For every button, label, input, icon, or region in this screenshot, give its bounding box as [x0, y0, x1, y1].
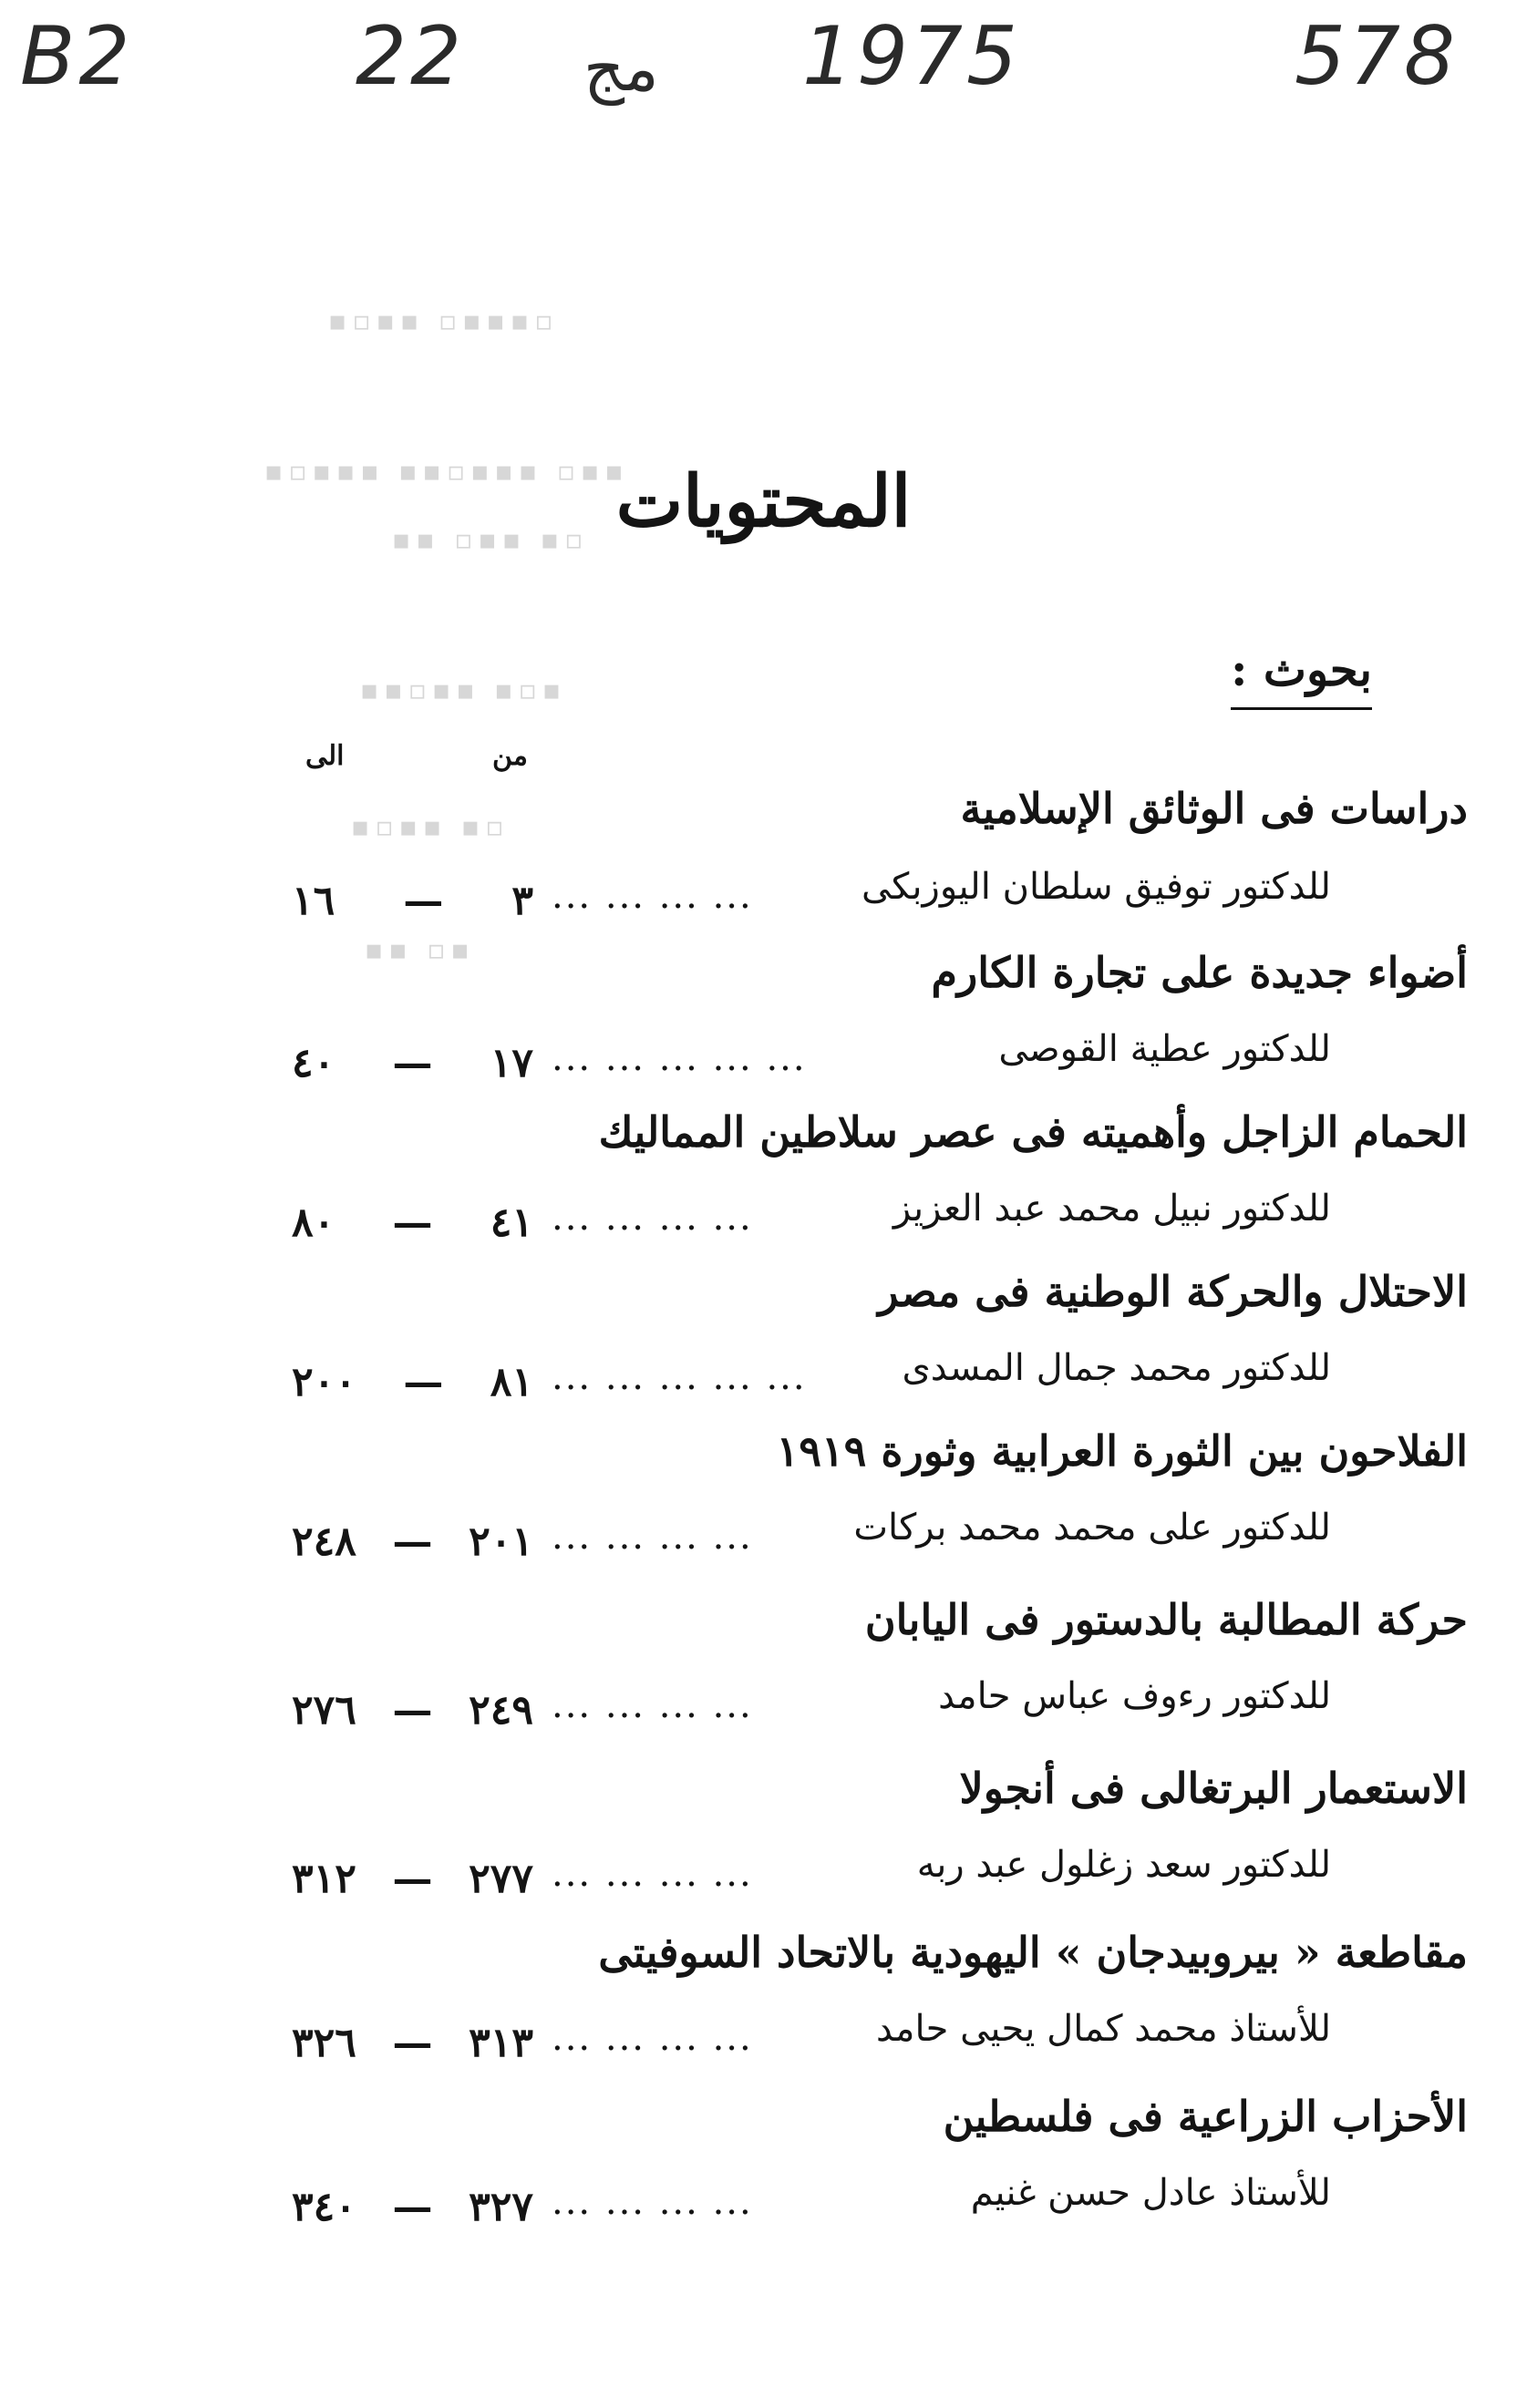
page-range: [292, 2020, 533, 2066]
page-from: ٢٧٧: [469, 1856, 533, 1902]
leader-dots: ... ... ... ...: [552, 1853, 753, 1895]
entry-title: مقاطعة « بيروبيدجان » اليهودية بالاتحاد السوفيتى: [598, 1928, 1468, 1977]
entry-author: للدكتور رءوف عباس حامد: [938, 1675, 1331, 1717]
range-dash: —: [392, 2020, 433, 2066]
page-title: المحتويات: [615, 460, 912, 543]
page-from: ٣: [511, 878, 533, 924]
page-from: ١٧: [490, 1040, 533, 1086]
entry-author: للأستاذ عادل حسن غنيم: [970, 2172, 1331, 2214]
page-range: [292, 878, 533, 924]
bleed-through-mark: ▪▪ ▫▪: [365, 934, 475, 966]
page-from: ٨١: [490, 1359, 533, 1405]
range-dash: —: [392, 1199, 433, 1246]
page-to: ٢٤٨: [292, 1518, 356, 1565]
bleed-through-mark: ▪▫▪▪ ▪▫: [351, 811, 510, 843]
entry-title: الحمام الزاجل وأهميته فى عصر سلاطين المماليك: [598, 1107, 1468, 1157]
range-dash: —: [403, 1359, 444, 1405]
range-dash: —: [392, 1518, 433, 1565]
entry-title: أضواء جديدة على تجارة الكارم: [931, 948, 1468, 997]
leader-dots: ... ... ... ...: [552, 1684, 753, 1726]
bleed-through-mark: ▪▫▪▪ ▫▪▪▪▫: [328, 305, 559, 337]
page-from: ٢٠١: [469, 1518, 533, 1565]
handwritten-call-number: 578: [1295, 9, 1459, 103]
bleed-through-mark: ▪▪ ▫▪▪ ▪▫: [392, 524, 589, 556]
entry-title: الفلاحون بين الثورة العرابية وثورة ١٩١٩: [776, 1426, 1468, 1476]
entry-title: الأحزاب الزراعية فى فلسطين: [943, 2092, 1468, 2141]
page-range: [292, 2184, 533, 2230]
entry-author: للدكتور توفيق سلطان اليوزبكى: [861, 866, 1331, 908]
entry-title: حركة المطالبة بالدستور فى اليابان: [864, 1595, 1468, 1644]
leader-dots: ... ... ... ...: [552, 1516, 753, 1558]
entry-author: للدكتور على محمد محمد بركات: [853, 1507, 1331, 1549]
column-header-from: من: [492, 740, 528, 772]
entry-author: للدكتور سعد زغلول عبد ربه: [916, 1844, 1331, 1886]
page-from: ٢٤٩: [469, 1687, 533, 1734]
handwritten-number: 22: [356, 9, 465, 103]
page-to: ٢٧٦: [292, 1687, 356, 1734]
page-to: ٨٠: [292, 1199, 335, 1246]
entry-author: للأستاذ محمد كمال يحيى حامد: [876, 2008, 1331, 2050]
range-dash: —: [392, 1040, 433, 1086]
leader-dots: ... ... ... ...: [552, 2181, 753, 2223]
page-to: ٣٢٦: [292, 2020, 356, 2066]
leader-dots: ... ... ... ...: [552, 1197, 753, 1239]
leader-dots: ... ... ... ...: [552, 2017, 753, 2059]
bleed-through-mark: ▪▪▫▪▪ ▪▫▪: [360, 674, 567, 706]
page-from: ٣١٣: [469, 2020, 533, 2066]
page-to: ٢٠٠: [292, 1359, 356, 1405]
page-to: ٤٠: [292, 1040, 335, 1086]
page-to: ٣٤٠: [292, 2184, 356, 2230]
section-heading: بحوث :: [1231, 643, 1372, 710]
range-dash: —: [403, 878, 444, 924]
page-to: ١٦: [292, 878, 335, 924]
entry-author: للدكتور محمد جمال المسدى: [902, 1347, 1331, 1389]
handwritten-year: 1975: [802, 9, 1021, 103]
page-from: ٤١: [490, 1199, 533, 1246]
range-dash: —: [392, 1856, 433, 1902]
handwritten-code: B2: [20, 9, 134, 103]
page-range: [292, 1518, 533, 1565]
range-dash: —: [392, 2184, 433, 2230]
leader-dots: ... ... ... ... ...: [552, 1037, 807, 1079]
page-to: ٣١٢: [292, 1856, 356, 1902]
column-header-to: الى: [305, 740, 345, 772]
page-range: [292, 1199, 533, 1246]
entry-author: للدكتور عطية القوصى: [998, 1028, 1331, 1070]
page-range: [292, 1359, 533, 1405]
entry-title: الاحتلال والحركة الوطنية فى مصر: [878, 1267, 1468, 1316]
entry-title: الاستعمار البرتغالى فى أنجولا: [959, 1764, 1468, 1813]
page-range: [292, 1040, 533, 1086]
page-range: [292, 1687, 533, 1734]
bleed-through-mark: ▪▫▪▪▪ ▪▪▫▪▪▪ ▫▪▪: [264, 456, 629, 488]
entry-author: للدكتور نبيل محمد عبد العزيز: [892, 1188, 1331, 1230]
handwritten-volume-label: مج: [583, 31, 659, 106]
page-range: [292, 1856, 533, 1902]
leader-dots: ... ... ... ... ...: [552, 1356, 807, 1398]
leader-dots: ... ... ... ...: [552, 875, 753, 917]
range-dash: —: [392, 1687, 433, 1734]
entry-title: دراسات فى الوثائق الإسلامية: [960, 784, 1468, 833]
page-from: ٣٢٧: [469, 2184, 533, 2230]
